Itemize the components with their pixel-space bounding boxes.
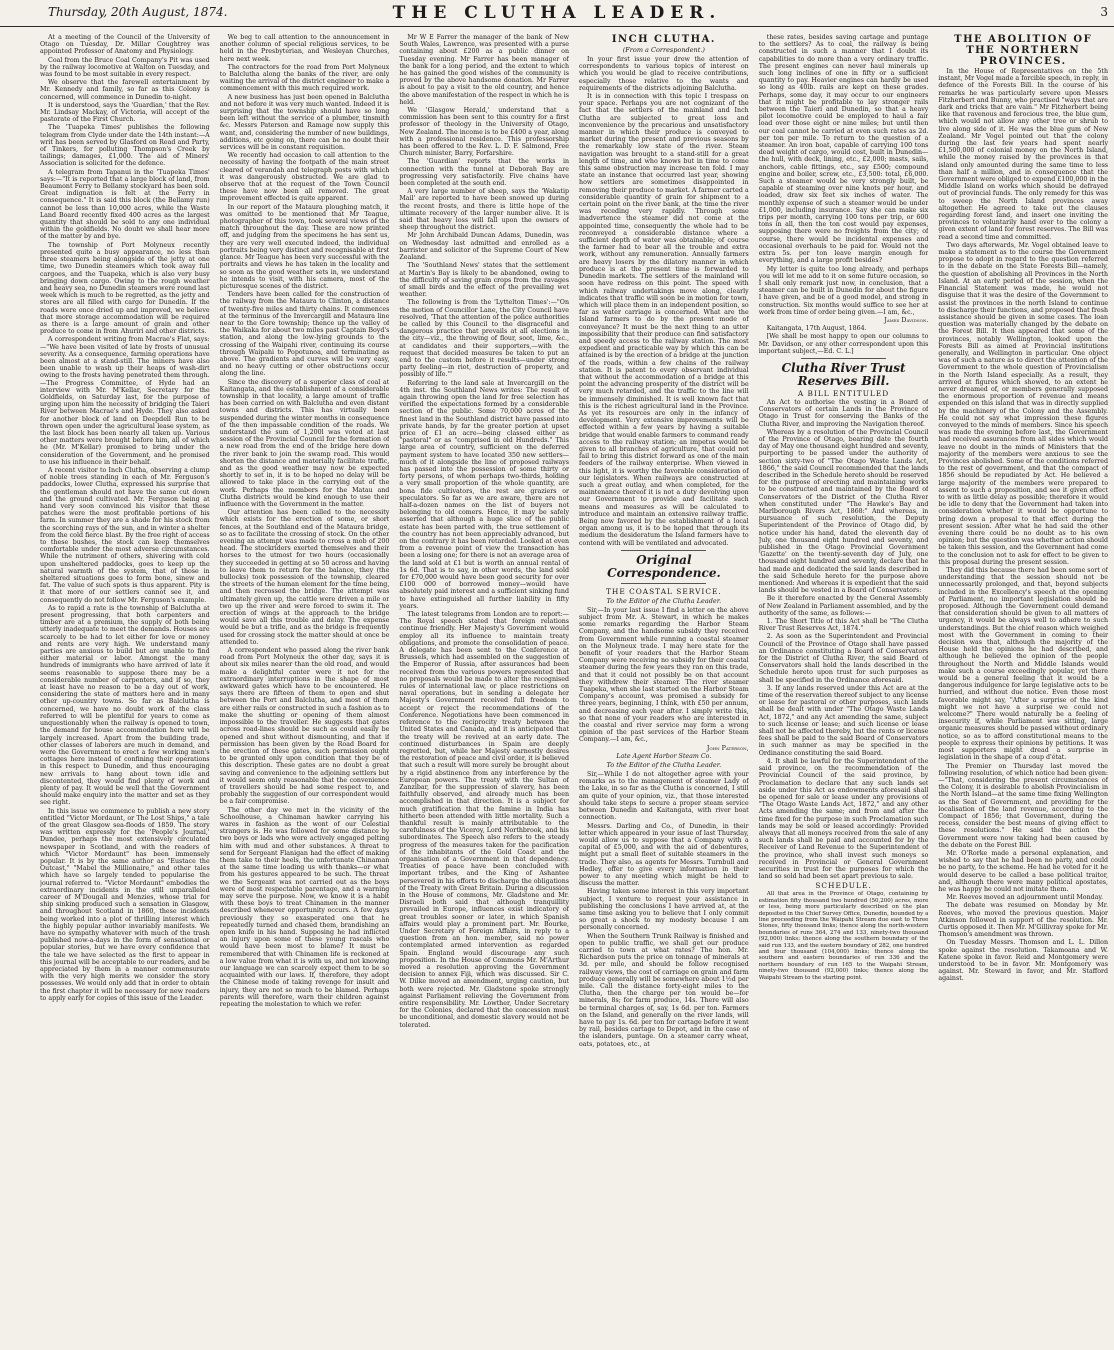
article-paragraph: The 'Tuapeka Times' publishes the following telegram from Clyde under date the 14th instant:—A writ has been served by Glasford on Read and Party, of Tinkers, for polluting Thompson's Creek by tailings; damages, £1,000. The aid of Miners' Association is solicited for the defence. xyxy=(40,124,210,168)
article-paragraph: 3. If any lands reserved under this Act are at the time of the reservation thereof subject to any license or lease for pastoral or other purposes, such lands shall be dealt with under "The Otago Waste Lands Act, 1872," and any Act amending the same, subject to such license or lease; and such license or lease shall not be affected thereby, but the rents or license fees shall be paid to the said Board of Conservators in such manner as may be specified in the Ordinance constituting the said Board. xyxy=(758,684,929,757)
section-heading: SCHEDULE. xyxy=(815,881,872,891)
section-title: Clutha River Trust Reserves Bill. xyxy=(781,360,906,388)
section-title: Original Correspondence. xyxy=(607,552,721,580)
column-2 xyxy=(220,34,390,1346)
article-paragraph: The contractors for the road from Port Molyneux to Balclutha along the banks of the river, are only waiting the arrival of the district engineer to make a commencement with this much required work. xyxy=(219,63,390,93)
article-paragraph: We recently had occasion to call attention to the necessity of having the footpath of the main street cleared of verandah and telegraph posts with which it was dangerously obstructed. We are glad to observe that at the request of the Town Council these have now been all removed. The great improvement effected is quite apparent. xyxy=(219,152,390,203)
article-headline: THE ABOLITION OF THE NORTHERN PROVINCES. xyxy=(954,34,1093,67)
byline: To the Editor of the Clutha Leader. xyxy=(606,761,722,770)
article-paragraph: An Act to authorise the vesting in a Board of Conservators of certain Lands in the Province of Otago in Trust for conserving the Banks of the Clutha River, and improving the Navigation thereof. xyxy=(758,398,929,428)
masthead xyxy=(0,0,1114,27)
section-heading: A BILL ENTITULED xyxy=(797,388,890,398)
article-paragraph: The latest telegrams from London are to report:—The Royal speech stated that foreign relations continue friendly. Her Majesty's Government would employ all its influence to maintain treaty obligations, and promote the consolidation of peace. A delegate has been sent to the Conference at Brussels, which had assembled on the suggestion of the Emperor of Russia, after assurances had been received from the various powers represented that no proposals would be made to alter the recognised rules of international law, or place restrictions on naval operations, but in sending a delegate her Majesty's Government received full freedom to accept or reject the recommendations of the Conference. Negotiations have been commenced in reference to the reciprocity treaty between the United States and Canada, and it is anticipated that the treaty will be revived at an early date. The continued disturbances in Spain are deeply regretted, but, while her Majesty earnestly desires the restoration of peace and civil order, it is believed that such a result will more surely be brought about by a rigid abstinence from any interference by the European powers. The treaty with the Sultan of Zanzibar, for the suppression of slavery, has been faithfully observed, and already much has been accomplished in that direction. It is a subject for much gratification that the famine in India has hitherto been attended with little mortality. Such a thankful result is mainly attributable to the carefulness of the Viceroy, Lord Northbrook, and his subordinates. The Speech also refers to the steady progress of the measures taken for the pacification of the inhabitants of the Gold Coast and the organisation of a Government in that dependency. Treaties of peace have been concluded with important tribes, and the King of Ashantee persevered in his efforts to discharge the obligations of the Treaty with Great Britain. During a discussion in the House of commons, Mr. Gladstone and Mr. Disraeli both said that although tranquillity prevailed in Europe, influences exist indicatory of great troubles sooner or later, in which Spanish affairs would play a prominent part. Mr. Bourke, Under Secretary of Foreign Affairs, in reply to a question from an hon. member, said no power contemplated armed intervention as regarded Spain. England would discourage any such proposition. In the House of Commons Mr. M'Arthur moved a resolution approving the Government decision to annex Fiji, which was discussed. Sir C. W. Dilke moved an amendment, urging caution, but both were rejected. Mr. Gladstone spoke strongly against Parliament relieving the Government from entire responsibility. Mr. Lowther, Under Secretary for the Colonies, declared that the concession must be unconditional, and domestic slavery would not be tolerated. xyxy=(399,611,570,1029)
article-paragraph: Kaitangata, 17th August, 1864. xyxy=(766,325,867,333)
article-paragraph: A recent visitor to Inch Clutha, observing a clump of noble trees standing in each of Mr. Ferguson's paddocks, lower Clutha, expressed his surprise that the gentleman should not have the same cut down and the ground cultivated. Mr. Ferguson being at hand very soon convinced his visitor that these patches were the most profitable portions of his farm. In summer they are a shade for his stock from the scorching rays of the sun, and in winter a shelter from the cold fierce blast. By the free right of access to these bushes, the stock can keep themselves comfortable under the most adverse circumstances. While the nutriment of others, shivering with cold upon unsheltered paddocks, goes to keep up the natural warmth of the system, that of those in sheltered situations goes to form bone, sinew and fat. The value of such spots is thus apparent. Pity is it that more of our settlers cannot see it, and consequently do not follow Mr. Ferguson's example. xyxy=(40,466,210,604)
signature: James Davidson. xyxy=(884,316,929,324)
article-paragraph: As to rapid a rate is the township of Balclutha at present progressing, that both carpenters and timber are at a premium, the supply of both being utterly inadequate to meet the demands. Houses are scarcely to be had to let either for love or money and rents are very high. We understand many parties are anxious to build but are unable to find either material or labor. Amongst the many hundreds of immigrants who have arrived of late it seems reasonable to suppose there may be a considerable number of carpenters, and if so, they at least have no reason to be a day out of work, considering the state of matters here and in many other up-country towns. So far as Balclutha is concerned, we have no doubt work of the class referred to will be plentiful for years to come as unquestionably when the railway is opened to town, the demand for house accommodation here will be largely increased. Apart from the building trade, other classes of laborers are much in demand, and were the Government to erect a few working men's cottages here instead of confining their operations in this respect to Dunedin, and thus encouraging new arrivals to hang about town idle and discontented, they would find plenty of work and plenty of pay. It would be well that the Government should make enquiry into the matter and set as they see right. xyxy=(40,604,210,807)
divider xyxy=(621,583,706,584)
article-paragraph: Having taken some interest in this very important subject, I venture to request your assistance in publishing the conclusions I have arrived at, at the same time asking you to believe that I only commit so great a shock to my modesty because I am personally concerned. xyxy=(579,888,749,932)
divider xyxy=(801,358,886,359)
article-paragraph: In this issue we commence to publish a new story entitled "Victor Mordaunt, or The Lost Ships," a tale of the great Glasgow sea-floods of 1859. The story was written expressly for the 'People's Journal,' Dundee, perhaps the most extensively circulated newspaper in Scotland, and with the readers of which "Victor Mordaunt" has been immensely popular. It is by the same author as "Eustace the Outcast," "Mabel the Millionaire," and other tales which have so largely tended to popularise the journal referred to. "Victor Mordaunt" embodies the extraordinary incidents in the still unparalleled career of M'Dougall and Menzies, whose trial for ship sinking produced such a sensation in Glasgow, and throughout Scotland in 1860, these incidents being worked into a plot of thrilling interest which the highly popular author invariably manifests. We have no sympathy whatever with much of the trash published now-a-days in the form of sensational or popular stories, but we have every confidence that the tale we have selected as the first to appear in this journal will be acceptable to our readers, and be appreciated by them in a manner commensurate with the very high merits we consider the story possesses. We would only add that in order to obtain the first chapter it will be necessary for new readers to apply early for copies of this issue of the Leader. xyxy=(40,807,210,1002)
article-paragraph: We beg to call attention to the announcement in another column of special religious services, to be held in the Presbyterian, and Wesleyan Churches, here next week. xyxy=(219,34,390,63)
newspaper-title: THE CLUTHA LEADER. xyxy=(392,3,722,23)
article-paragraph: Mr John Archibald Duncan Adams, Dunedin, was on Wednesday last admitted and enrolled as a barrister and solicitor of the Supreme Court of New Zealand. xyxy=(399,232,570,262)
article-paragraph: At a meeting of the Council of the University of Otago on Tuesday, Dr. Millar Coughtrey was appointed Professor of Anatomy and Physiology. xyxy=(40,34,210,56)
article-paragraph: A very large number of sheep, says the 'Wakatip Mail' are reported to have been snowed up during the recent frosts, and there is little hope of the ultimate recovery of the larger number alive. It is said that heavy loss will fall upon the owners of sheep throughout the district. xyxy=(399,188,570,232)
article-paragraph: Referring to the land sale at Invercargill on the 4th inst. the Southland News writes: The result of again throwing open the land for free selection has verified the expectations formed by a considerable section of the public. Some 70,000 acres of the finest land in the Southland district have passed into private hands, by far the greater portion at upset price of £1 an acre—being classed either as "pastoral" or as "comprised in old Hundreds." This large area of country, sufficient on the deferred payment system to have located 350 new settlers—much of it alongside the line of proposed railways has passed into the possession of some thirty or forty persons, of whom perhaps two-thirds, holding a very small proportion of the whole quantity, are bona fide cultivators, the rest are graziers or speculators. So far as we are aware, there are not half-a-dozen names on the list of buyers not belonging to old comers. Hence, it may be safely asserted that although a huge slice of the public estate has been parted with, the true settlement of the country has not been appreciably advanced, but on the contrary it has been retarded. Looked at even from a revenue point of view the transaction has been a losing one; for there is not an average area of the land sold at £1 but is worth an annual rental of 1s 6d. That is to say, in other words, the land sold for £70,000 would have been good security for over £100 000 of borrowed money—would have absolutely paid interest and a sufficient sinking fund to have extinguished all further liability in fifty years. xyxy=(399,379,570,610)
article-paragraph: The 'Southland News' states that the settlement at Martin's Bay is likely to be abandoned, owing to the difficulty of saving grain crops from the ravages of small birds and the effect of the prevailing wet weather. xyxy=(399,262,570,299)
article-paragraph: It is understood, says the 'Guardian,' that the Rev. Mr. Lindsay Mackay, of Victoria, will accept of the pastorate of the First Church. xyxy=(40,101,210,124)
signature: John Paterson, xyxy=(706,744,749,752)
article-paragraph: Mr. O'Rorke made a personal explanation, and wished to say that he had been no party, and could be no party, to the scheme. He had he voted for it he would deserve to be called a base political traitor, and, although there were many political apostates, he was happy he could not imitate them. xyxy=(938,849,1109,893)
article-paragraph: A correspondent writing from Macrae's Flat, says:—"We have been visited of late by frosts of unusual severity. As a consequence, farming operations have been almost at a stand-still. The miners have also been unable to wash up their heaps of wash-dirt owing to the frosts having penetrated them through.—The Progress Committee, of Hyde had an interview with Mr. M'Kellar, Secretary for the Goldfields, on Saturday last, for the purpose of urging upon him the necessity of bridging the Taieri River between Macrae's and Hyde. They also asked for another block of land on Deepdell Run to be thrown open under the agricultural lease system, as the last block has been nearly all taken up. Various other matters were brought before him, all of which he (Mr. M'Kellar) promised to bring under the consideration of the Government, and he promised to use his influence in their behalf. xyxy=(40,336,210,466)
column-4 xyxy=(579,34,749,1346)
article-paragraph: these rates, besides saving cartage and puntage to the settlers? As to coal, the railway is being constructed in such a manner that I doubt its capabilities to do more than a very ordinary traffic. The present engines can never haul minerals up such long inclines of one in fifty or a sufficient quantity to pay. Heavier engines can hardly be used so long as 40lb. rails are kept on these grades. Perhaps, some day, it may occur to our engineers that it might be profitable to lay stronger rails between the Taieri and Dunedin, so that a heavy pilot locomotive could be employed to haul a fair load over those eight or nine miles; but until then our coal cannot be carried at even such rates as 2d. per ton per mile. To return to the question of a steamer. An iron boat, capable of carrying 100 tons dead weight of cargo, would cost, built in Dunedin—the hull, with deck, lining, etc., £2,000; masts, sails, anchors, cable fittings, etc., say £500; compound engine and boiler, screw, etc., £3,500: total, £6,000. Such a steamer would be very strongly built, be capable of steaming over nine knots per hour, and loaded, draw six feet six inches of water. The monthly expense of such a steamer would be under £1,000, including insurance. Say she can make six trips per month, carrying 100 tons per trip, or 600 tons in all, then the ton cost would pay expenses, supposing there were no freights from the city; of course, there would be incidental expenses and occasional overhauls to be paid for. Would not the extra 5s. per ton leave margin enough for everything, and a large profit besides? xyxy=(758,34,929,265)
article-paragraph: Messrs. Darling and Co., of Dunedin, in their letter which appeared in your issue of last Thursday, would allow us to suppose that a Company with a capital of £5,000, and with the aid of debentures, might put a small fleet of suitable steamers in the trade. They also, as agents for Messrs. Turnbull and Hedley, offer to give every information in their power to any meeting which might be held to discuss the matter. xyxy=(579,822,749,888)
article-paragraph: We observe that the farewell entertainment by Mr. Kennedy and family, so far as this Colony is concerned, will commence in Dunedin to-night. xyxy=(40,79,210,101)
article-paragraph: The Premier on Thursday last moved the following resolution, of which notice had been given:—"That, considering the present circumstances of the Colony, it is desirable to abolish Provincialism in the North Island—at the same time fixing Wellington as the Seat of Government, and providing for the localisation of the land revenue, according to the Compact of 1856; that Government, during the recess, consider the best means of giving effect to these resolutions." He said the action the Government were now taking had been caused by the debate on the Forest Bill. xyxy=(938,762,1109,849)
article-paragraph: The township of Port Molyneux recently presented quite a busy appearance, no less than three steamers being alongside of the jetty at one time, two Dunedin steamers which took away full cargoes, and the Tuapeka, which is also very busy bringing down cargo. Owing to the rough weather and heavy sea, no Dunedin steamers were round last week which is much to be regretted, as the jetty and stores are all filled with cargo for Dunedin. If the roads were once dried up and improved, we believe that more storage accommodation will be required as there is a large amount of grain and other produce to come in from Ahuriri and other districts. xyxy=(40,241,210,336)
article-paragraph: 2. As soon as the Superintendent and Provincial Council of the Province of Otago shall have passed an Ordinance constituting a Board of Conservators for the District of Clutha River, the said Board of Conservators shall hold the lands described in the Schedule hereto upon trust for such purposes as shall be specified in the Ordinance aforesaid. xyxy=(758,633,929,684)
article-paragraph: 1. The Short Title of this Act shall be "The Clutha River Trust Reserves Act, 1874." xyxy=(758,618,929,633)
article-paragraph: My letter is quite too long already, and perhaps you will let me add to it on some future occasion, so I shall only remark just now, in conclusion, that a steamer can be built in Dunedin for about the figure I have given, and be of a good model, and strong in construction. Six months would suffice to see her at work from time of order being given.—I am, &c., xyxy=(758,265,929,316)
article-paragraph: Mr W E Farrer the manager of the bank of New South Wales, Lawrence, was presented with a purse containing about £200 as a public dinner on Tuesday evening. Mr Farrer has been manager of the bank for a long period, and the extent to which he has gained the good wishes of the community is proved by the above handsome donation. Mr Farrer is about to pay a visit to the old country, and hence the above manifestation of the respect in which he is held. xyxy=(399,34,570,106)
column-5 xyxy=(759,34,929,1346)
article-paragraph: In the House of Representatives on the 5th instant, Mr Vogel made a forcible speech, in reply, in defence of the Forests Bill. In the course of his remarks he was particularly severe upon Messrs Fitzherbert and Bunny, who practised "ways that are dark and tricks that are vain." Mr Fitzherbert being like that ravenous and ferocious tree, the blue gum, which would not allow any other tree or shrub to live along side of it. He was the blue gum of New Zealand. Mr Vogel pointed out that the colony during the last few years had spent nearly £1,500,000 of colonial money on the North Island, while the money raised by the provinces in that island only amounted during the same time to less than half a million, and in consequence that the Government were obliged to expend £100,000 in the Middle Island on works which should be defrayed out of provincial funds. The only remedy for this was to sweep the North Island provinces away altogether. He agreed to take out the clauses regarding forest land, and insert one inviting the provinces to voluntarily hand over to the colony a given extent of land for forest reserves. The Bill was read a second time and committed. xyxy=(938,68,1109,241)
article-paragraph: We 'Glasgow Herald,' understand that a commission has been sent to this country for a first professor of theology in the University of Otago, New Zealand. The income is to be £400 a year, along with a professional residence. This professorship has been offered to the Rev. L. D. F. Salmond, Free Church minister, Barry, Forfarshire. xyxy=(399,107,570,158)
article-paragraph: When the Southern Trunk Railway is finished and open to public traffic, we shall get our produce carried to town at what rates? The hon. Mr. Richardson puts the price on tonnage of minerals at 3d. per mile, and should be follow recognised railway views, the cost of carriage on grain and farm produce generally will be somewhere about 1½d per mile. Call the distance forty-eight miles to the Clutha, then the charge per ton would be—for minerals, 8s; for farm produce, 14s. There will also be terminal charges of, say, 1s 6d. per ton. Farmers on the Island, and generally on the river lands, will have to pay 1s. 6d. per ton for cartage before it went by rail, besides cartage to Depot, and in the case of the islanders, puntage. On a steamer carry wheat, oats, potatoes, etc., at xyxy=(579,932,749,1048)
article-paragraph: They did this because there had been some sort of understanding that the session should not be unnecessarily prolonged, and that, beyond subjects included in the Excellency's speech at the opening of Parliament, no important legislation should be proposed. Although the Government could demand that consideration should be given to all matters of urgency, it would be always well to adhere to such understandings. But the chief reason which weighed most with the Government in coming to their decision was that, although the majority of the House held the opinions he had described, and although he believed the opinion of the people throughout the North and Middle Islands would make such a course exceedingly popular, yet there would be a general feeling that it would be a dangerous indulgence for large legislative acts to be hurried, and without due notice. Even those most favorable might say, "After a surprise of the kind might we not have a surprise we could not welcome?" There would naturally be a feeling of insecurity if, while Parliament was sitting, large organic measures should be passed without ordinary notice, so as to afford constitutional means to the people to express their opinions by petitions. It was most supporters might dread a surprise in legislation in the shape of a coup d'état. xyxy=(938,567,1109,762)
article-paragraph: Tenders have been called for the construction of the railway from the Mataura to Clinton, a distance of twenty-five miles and thirty chains. It commences at the terminus of the Invercargill and Mataura line near to the Gore township; thence up the valley of the Waikaka for about two miles past Captain Boyd's station, and along the low-lying grounds to the crossing of the Waipahi river, continuing its course through Waipahi to Popotunoa, and terminating as above. The gradients and curves will be very easy, and no heavy cutting or other obstructions occur along the line. xyxy=(219,291,390,378)
issue-date: Thursday, 20th August, 1874. xyxy=(48,5,228,19)
article-paragraph: In your first issue your drew the attention of correspondents to various topics of interest on which you would be glad to receive contributions, especially those relative to the wants and requirements of the districts adjoining Balclutha. xyxy=(579,56,749,92)
article-paragraph: Mr. Reeves moved an adjournment until Monday. xyxy=(946,894,1104,902)
article-paragraph: A telegram from Tapanui in the 'Tuapeka Times' says:—"It is reported that a large block of land, from Beaumont Ferry to Bellamy stockyard has been sold. Great indignation is felt at the Ferry in consequence." It is said this block (the Bellamy run) cannot be less than 10,000 acres, while the Waste Land Board recently fixed 400 acres as the largest quantity that should be sold to any one individual within the goldfields. No doubt we shall hear more of the matter by and bye. xyxy=(40,168,210,241)
column-3 xyxy=(399,34,569,1346)
article-paragraph: Be it therefore enacted by the General Assembly of New Zealand in Parliament assembled, and by the authority of the same, as follows:— xyxy=(758,595,929,617)
column-6 xyxy=(938,34,1108,1346)
byline: (From a Correspondent.) xyxy=(622,46,705,54)
article-paragraph: On Tuesday Messrs. Thomson and L. L. Dillon spoke against the resolution. Takamoana and W. Katene spoke in favor. Reid and Montgomery were understood to be in favor. Mr. Montgomery was against. Mr. Steward in favor, and Mr. Stafford against. xyxy=(938,939,1109,983)
article-paragraph: Coal from the Bruce Coal Company's Pit was used by the railway locomotive at Walton on Tuesday, and was found to be most suitable in every respect. xyxy=(40,56,210,79)
article-paragraph: Whereas by a resolution of the Provincial Council of the Province of Otago, bearing date the fourth day of May one thousand eight hundred and seventy, purporting to be passed under the authority of section sixty-two of "The Otago Waste Lands Act, 1866," the said Council recommended that the lands described in the Schedule hereto should be reserved for the purpose of erecting and maintaining works to be constructed and maintained by the Board of Conservators of the District of the Clutha River when constituted under "The Hawke's Bay and Marlborough Rivers Act, 1868:" And whereas, in pursuance of such resolution, the Deputy Superintendent of the Province of Otago did, by notice under his hand, dated the eleventh day of July, one thousand eight hundred and seventy, and published in the Otago Provincial Government 'Gazette' on the twenty-seventh day of July, one thousand eight hundred and seventy, declare that he had made and dedicated the said lands described in the said Schedule hereto for the purpose above mentioned: And whereas it is expedient that the said lands should be vested in a Board of Conservators: xyxy=(758,428,929,595)
article-paragraph: In our report of the Mataura ploughing match, it was omitted to be mentioned that Mr Teague, photographer of this town, took several views of the match throughout the day. These are now printed off, and judging from the specimens he has sent us, they are very well executed indeed, the individual portraits being very distinct and recognisable at first glance. Mr Teague has been very successful with the portraits and views he has taken in the locality and so soon as the good weather sets in, we understand he intends to visit, with his camera, most of the picturesque scenes of the district. xyxy=(219,203,390,290)
article-headline: INCH CLUTHA. xyxy=(611,34,716,45)
section-heading: THE COASTAL SERVICE. xyxy=(605,586,722,596)
article-paragraph: [We shall be most happy to open our columns to Mr. Davidson, or any other correspondent upon this important subject,—Ed. C. L.] xyxy=(758,333,929,355)
article-paragraph: Two days afterwards, Mr. Vogel obtained leave to make a statement as to the course the Government propose to adopt in regard to the question referred to in the debate on the State Forests Bill—namely, the question of abolishing all Provinces in the North Island. At an early period of the session, when the Financial Statement was made, he would not disguise that it was the desire of the Government to assist the provinces in the north Island to continue to discharge their functions, and proposed that fresh assistance should be given in some cases. The loan question was materially changed by the debate on the Forest Bill. It then appeared that some of the provinces, notably Wellington, looked upon the Forests Bill as aimed at Provincial institutions generally, and Wellington in particular. One object was of such a nature as to direct the attention of the Government to the whole question of Provincialism in the North Island especially. As a result, they arrived at figures which showed, to an extent he never dreamed of, or members generally supposed the enormous proportion of revenue and means expended on this island that was in directly supplied by the machinery of the Colony and the Assembly. He could not say what impression these figures conveyed to the minds of members. Since his speech was made the evening before last, the Government had received assurances from all sides which would leave no doubt in the minds of Ministers that the majority of the members were anxious to see the Provinces abolished. Some of the conditions referred to the rest of government, and that the compact of 1856 should be repudiated by Act. He believed a large majority of the members were prepared to assent to such a proposition, and see it given effect to with as little delay as possible; therefore it would be idle to deny that the Government had taken into consideration whether it would be opportune to bring down a proposal to that effect during the present session. After what he had said the other evening there could be no doubt as to his own opinion; but the question was whether action should be taken this session, and the Government had come to the conclusion not to ask for effect to be given to this proposal during the present session. xyxy=(938,241,1109,566)
schedule-text: All that area in the Province of Otago, containing by estimation fifty thousand two hundred (50,200) acres, more or less, being more particularly described on the plan deposited in the Chief Survey Office, Dunedin, bounded by a line proceeding from the Waipahi Stream due east to Three Stones, fifty thousand links; thence along the north-western boundaries of runs 364, 274 and 133, ninety-two thousand (92,000) links; thence along the southern boundary of the said run 133, and the eastern boundary of 282, one hundred and four thousand (104,000) links; thence along the southern and eastern boundaries of run 336 and the northern boundary of run 165 to the Waipahi Stream, ninety-two thousand (92,000) links; thence along the Waipahi Stream to the starting point. xyxy=(758,891,929,981)
signature-title: Late Agent Harbor Steam Co. xyxy=(616,752,712,760)
article-paragraph: Our attention has been called to the necessity which exists for the erection of some, or short fences, at the Southland end of the Mataura bridge, so as to facilitate the crossing of stock. On the other evening an attempt was made to cross a mob of 200 head. The stockriders exerted themselves and their horses to the utmost for two hours (occasionally they succeeded in getting at so 50 across and having to leave them to return for the balance, they (the bullocks) took possession of the township, cleared the streets of the human element for the time being, and then recrossed the bridge. The attempt was ultimately given up, the cattle were driven a mile or two up the river and were forced to swim it. The erection of wings at the approach to the bridge would save all this trouble and delay. The expense would be but a trifle, and as the bridge is frequently used for crossing stock the matter should at once be attended to. xyxy=(219,509,390,646)
article-paragraph: The debate was resumed on Monday by Mr. Reeves, who moved the previous question. Major Atkinson followed in support of the resolution. Mr. Curtis opposed it. Then Mr. M'Gillivray spoke for Mr. Thomson's amendment was thrown. xyxy=(938,902,1109,939)
article-paragraph: A correspondent who passed along the river bank road from Port Molyneux the other day, says it is about six miles nearer than the old road, and would make a delightful canter were it not for the extraordinary interruptions in the shape of most awkward gates which have to be encountered. He says there are fifteen of them to open and shut between the Port and Balclutha, and most of them are either rails or constructed in such a fashion as to make the shutting or opening of them almost impossible to the traveller. He suggests that gates across road-lines should be such as could easily be opened and shut without dismounting, and that if permission has been given by the Road Board for the erection of these gates, such permission ought to be granted only upon condition that they be of this description. These gates are no doubt a great saving and convenience to the adjoining settlers but it would seem only reasonable that the convenience of travellers should be had some respect to, and probably the suggestion of our correspondent would be a fair compromise. xyxy=(219,647,390,806)
article-paragraph: It is in connection with this topic I trespass on your space. Perhaps you are not cognizant of the fact that the settlers of the mainland and Inch Clutha are subjected to great loss and inconvenience by the precarious and unsatisfactory manner in which their produce is conveyed to market during the present and previous seasons by the remarkably low state of the river. Steam navigation was brought to a stand-still for a great length of time, and who knows but in time to come this same obstruction may increase ten fold. I may state an instance that occurred last year, showing how settlers are sometimes disappointed in removing their produce to market. A farmer carted a considerable quantity of grain for shipment to a certain point on the river bank, at the time the river was receding very rapidly. Through some inadvertence the steamer did not come at the appointed time, consequently the whole had to be reconveyed a considerable distance where a sufficient depth of water was obtainable; of course the farmer had to bear all the trouble and extra work, without any remuneration. Annually farmers are heavy losers by the dilatory manner in which produce is at the present time is forwarded to Dunedin markets. The settlers of the mainland will soon have redress on this point. The speed with which railway undertakings move along, clearly indicates that traffic will soon be in motion for town, which will place them in an independent position, so far as water carriage is concerned. What are the Island farmers to do by the present mode of conveyance? It must be the next thing to an utter impossibility that their produce can find satisfactory and speedy access to the railway station. The most expedient and practicable way by which this can be attained is by the erection of a bridge at the junction of the roads, within a few chains of the railway station. It is patent to every observant individual that without the accommodation of a bridge at this point the advancing prosperity of the district will be very much retarded, and the traffic to the line will be immensely diminished. It is well known fact that this is the richest agricultural land in the Province. As yet its resources are only in the infancy of development. Very extensive improvements will be effected within a few years by having a suitable bridge that would enable farmers to command ready access to the railway station; an impetus would be given to all branches of agriculture, that could not fail to bring this district forward as one of the main feeders of the railway enterprise. When viewed in this light, it is worthy the favorable consideration of our legislators. When railways are constructed at such a great outlay, and when completed, for the maintenance thereof it is not a duty devolving upon our Government to provide and facilitate such means and measures as will be calculated to introduce and maintain an extensive railway traffic. Being now favored by the establishment of a local organ among us, it is to be hoped that through its medium the desideratum the Island farmers have to contend with will be ventilated and advocated. xyxy=(579,93,749,547)
page-number: 3 xyxy=(1100,5,1108,19)
byline: To the Editor of the Clutha Leader. xyxy=(606,596,722,605)
article-paragraph: The other day we met in the vicinity of the Schoolhouse, a Chinaman hawker carrying his wares in fashion as the wont of our Celestial strangers is. He was followed for some distance by two boys or lads who were actively engaged pelting him with mud and other substances. A threat to send for Sergeant Flanigan had the effect of making them take to their heels, the unfortunate Chinaman at the same time loading us with thanks—or what from his gestures appeared to be such. The threat we the Sergeant was not carried out as the boys were of most respectable parentage, and a warning may serve the purpose. Now, we know it is a habit with these boys to treat Chinamen in the manner described whenever opportunity occurs. A few days previously they so exasperated one that he repeatedly turned and chased them, brandishing an open knife in his hand. Supposing he had inflicted an injury upon some of these young rascals who would have been most to blame? It must be remembered that with Chinamen life is reckoned at a low value from what it is with us, and not knowing our language we can scarcely expect them to be so acquainted with our laws. If, therefore, they adopt the Chinese mode of taking revenge for insult and injury, they are not so much to be blamed. Perhaps parents will therefore, warn their children against repeating the molestation to which we refer. xyxy=(219,806,390,1009)
article-paragraph: 4. It shall be lawful for the Superintendent of the said province, on the recommendation of the Provincial Council of the said province, by Proclamation to declare that any such lands set aside under this Act as endowments aforesaid shall be opened for sale or lease under any provisions of "The Otago Waste Lands Act, 1872," and any other Acts amending the same; and from and after the time fixed for the purpose in such Proclamation such lands may be sold or leased accordingly: Provided always that all moneys received from the sale of any such lands shall be paid and accounted for by the Receiver of Land Revenue to the Superintendent of the province, who shall invest such moneys so received in Provincial or General Government securities in trust for the purposes for which the land so sold had been set apart previous to sale. xyxy=(758,757,929,881)
article-paragraph: Sir,—While I do not altogether agree with your remarks as to the management of steamer Lady of the Lake, in so far as the Clutha is concerned, I still am quite of your opinion, viz., that those interested should take steps to secure a proper steam service between Dunedin and Kaitangata, with river boat connection. xyxy=(579,771,749,822)
article-paragraph: A new business has just been opened in Balclutha and not before it was very much wanted. Indeed it is surprising that the township should have so long been left without the service of a plumber, tinsmith &c. Messrs Paterson and Ramage now supply this want, and, considering the number of new buildings, additions, etc going on, there can be no doubt their services will be in constant requisition. xyxy=(219,93,390,152)
article-paragraph: Sir,—In your last issue I find a letter on the above subject from Mr. A. Stewart, in which he makes some remarks regarding the Harbor Steam Company, and the handsome subsidy they received from Government while running a coastal steamer on the Molyneux trade. I may here state for the benefit of your readers that the Harbor Steam Company were receiving no subsidy for their coastal steamer during the few years they ran on this trade, and that it could not possibly be on that account they withdrew their steamer. The river steamer Tuapeka, when she last started on the Harbor Steam Company's account, was promised a subsidy for three years, beginning, I think, with £50 per annum, and decreasing each year after. I simply write this, so that none of your readers who are interested in the coastal and river service may form a wrong opinion of the past services of the Harbor Steam Company.—I am, &c., xyxy=(579,606,749,744)
article-paragraph: The 'Guardian' reports that the works in connection with the tunnel at Deborah Bay are progressing very satisfactorily. Five chains have been completed at the south end. xyxy=(399,158,570,188)
article-paragraph: The following is from the 'Lyttelton Times':—"On the motion of Councillor Lane, the City Council have resolved, 'That the attention of the police authorities be called by this Council to the disgraceful and dangerous practice that prevails at all elections in the city—viz., the throwing of flour, soot, lime, &c., at candidates and their supporters,—with the request that decided measures be taken to put an end to the custom before it results—under strong party feeling—in riot, destruction of property, and possibly of life.'" xyxy=(399,299,570,379)
newspaper-columns xyxy=(40,34,1108,1346)
column-1 xyxy=(40,34,210,1346)
article-paragraph: Since the discovery of a superior class of coal at Kaitangata, and the establishment of a considerable township in that locality, a large amount of traffic has been carried on with Balclutha and even distant towns and districts. This has virtually been suspended during the winter months in consequence of the then impassable condition of the roads. We understand the sum of 1,200l was voted at last session of the Provincial Council for the formation of a new road from the end of the bridge here down the river bank to join the swamp road. This would shorten the distance and materially facilitate traffic, and as the good weather may now be expected shortly to set in, it is to be hoped no delay will be allowed to take place in the carrying out of the work. Perhaps the members for the Matau and Clutha districts would be kind enough to use their influence with the Government in the matter. xyxy=(219,378,390,508)
divider xyxy=(621,550,706,551)
